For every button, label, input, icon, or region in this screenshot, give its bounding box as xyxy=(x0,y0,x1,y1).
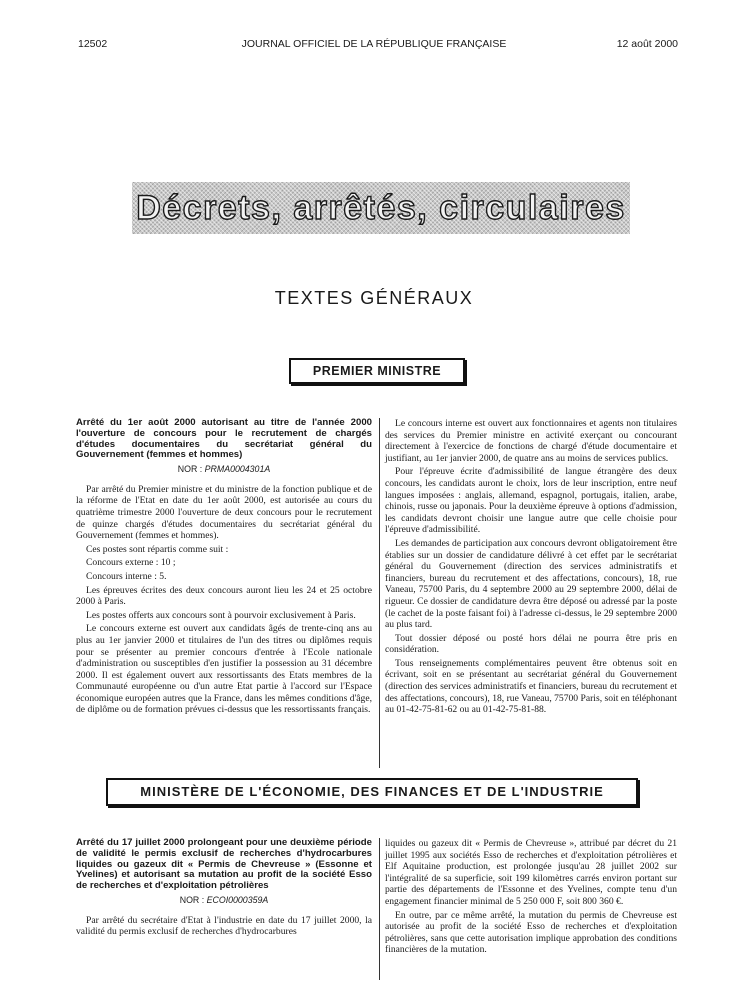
column-divider xyxy=(379,838,380,980)
nor-label: NOR : xyxy=(179,894,207,905)
ministry-label-premier-ministre: PREMIER MINISTRE xyxy=(289,358,465,384)
paragraph: Concours externe : 10 ; xyxy=(86,557,176,569)
article2-column-right xyxy=(385,838,677,958)
issue-date: 12 août 2000 xyxy=(616,38,678,50)
paragraph: Par arrêté du secrétaire d'Etat à l'industrie en date du 17 juillet 2000, la validité du permis exclusif de recherches d'hydrocarbures xyxy=(76,914,372,938)
journal-title: JOURNAL OFFICIEL DE LA RÉPUBLIQUE FRANÇAISE xyxy=(241,38,507,50)
nor-label: NOR : xyxy=(177,464,205,475)
page-number: 12502 xyxy=(78,38,108,50)
article2-title: Arrêté du 17 juillet 2000 prolongeant pour une deuxième période de validité le permis exclusif de recherches d'hydrocarbures liquides ou gazeux dit « Permis de Chevreuse » (Essonne et Yvelines) et autorisant sa mutation au profit de la société Esso de recherches et d'exploitation pétrolières xyxy=(76,837,372,892)
paragraph: Concours interne : 5. xyxy=(86,570,167,582)
banner-title: Décrets, arrêtés, circulaires xyxy=(136,188,626,227)
paragraph: Les postes offerts aux concours sont à pourvoir exclusivement à Paris. xyxy=(86,609,356,621)
paragraph: liquides ou gazeux dit « Permis de Chevreuse », attribué par décret du 21 juillet 1995 aux sociétés Esso de recherches et d'exploitation pétrolières et Elf Aquitaine production, est prolongée jusqu'au 28 juillet 2002 sur l'intégralité de sa superficie, soit 199 kilomètres carrés environ portant sur partie des départements de l'Essonne et des Yvelines, compte tenu d'un engagement financier minimal de 5 250 000 F, soit 800 360 €. xyxy=(385,838,677,907)
article2-nor xyxy=(76,895,372,907)
paragraph: Pour l'épreuve écrite d'admissibilité de langue étrangère des deux concours, les candidats auront le choix, lors de leur inscription, entre neuf langues imposées : anglais, allemand, espagnol, portugais, italien, arabe, chinois, russe ou japonais. Pour la deuxième épreuve à options d'admission, les candidats devront choisir une langue autre que celle choisie pour l'épreuve d'admissibilité. xyxy=(385,466,677,536)
paragraph: Tous renseignements complémentaires peuvent être obtenus soit en écrivant, soit en se présentant au secrétariat général du Gouvernement (direction des services administratifs et financiers, bureau du recrutement et des affectations, concours), 18, rue Vaneau, 75700 Paris, soit en téléphonant au 01-42-75-81-62 ou au 01-42-75-81-88. xyxy=(385,657,677,716)
article1-column-right xyxy=(385,418,677,718)
column-divider xyxy=(379,418,380,768)
paragraph: Par arrêté du Premier ministre et du ministre de la fonction publique et de la réforme de l'Etat en date du 1er août 2000, est autorisée au cours du quatrième trimestre 2000 l'ouverture de deux concours pour le recrutement de quinze chargés d'études documentaires du secrétariat général du Gouvernement (femmes et hommes). xyxy=(76,483,372,542)
paragraph: Les demandes de participation aux concours devront obligatoirement être établies sur un dossier de candidature délivré à cet effet par le secrétariat général du Gouvernement (direction des services administratifs et financiers, bureau du recrutement et des affectations, concours), 18, rue Vaneau, 75700 Paris, du 4 septembre 2000 au 29 septembre 2000, délai de rigueur. Ce dossier de candidature devra être déposé ou adressé par la poste (le cachet de la poste faisant foi) à l'adresse ci-dessus, le 29 septembre 2000 au plus tard. xyxy=(385,537,677,631)
article1-nor xyxy=(76,464,372,476)
article2-column-left xyxy=(76,838,372,940)
paragraph: Tout dossier déposé ou posté hors délai ne pourra être pris en considération. xyxy=(385,632,677,656)
paragraph: En outre, par ce même arrêté, la mutation du permis de Chevreuse est autorisée au profit de la société Esso de recherches et d'exploitation pétrolières, sans que cette autorisation implique approbation des conditions financières de la mutation. xyxy=(385,909,677,956)
article1-title: Arrêté du 1er août 2000 autorisant au titre de l'année 2000 l'ouverture de concours pour le recrutement de chargés d'études documentaires du secrétariat général du Gouvernement (femmes et hommes) xyxy=(76,417,372,461)
ministry-label-economie: MINISTÈRE DE L'ÉCONOMIE, DES FINANCES ET DE L'INDUSTRIE xyxy=(106,778,638,806)
paragraph: Ces postes sont répartis comme suit : xyxy=(86,543,229,555)
paragraph: Le concours interne est ouvert aux fonctionnaires et agents non titulaires des services du Premier ministre en activité exerçant ou concourant directement à l'exercice de fonctions de chargé d'étude documentaire et justifiant, au 1er janvier 2000, de quatre ans au moins de services publics. xyxy=(385,418,677,464)
paragraph: Le concours externe est ouvert aux candidats âgés de trente-cinq ans au plus au 1er janvier 2000 et titulaires de l'un des titres ou diplômes requis pour se présenter au premier concours d'entrée à l'Ecole nationale d'administration ou susceptibles d'en justifier la possession au 31 décembre 2000. Il est également ouvert aux ressortissants des Etats membres de la Communauté européenne ou d'un autre Etat partie à l'accord sur l'Espace économique européen autres que la France, dans les mêmes conditions d'âge, de diplôme ou de formation prévues ci-dessus que les ressortissants français. xyxy=(76,623,372,716)
paragraph: Les épreuves écrites des deux concours auront lieu les 24 et 25 octobre 2000 à Paris. xyxy=(76,584,372,608)
section-title: TEXTES GÉNÉRAUX xyxy=(274,288,474,308)
section-banner xyxy=(132,182,630,234)
nor-code: ECOI0000359A xyxy=(206,894,269,905)
article1-column-left xyxy=(76,418,372,718)
nor-code: PRMA0004301A xyxy=(204,464,271,475)
